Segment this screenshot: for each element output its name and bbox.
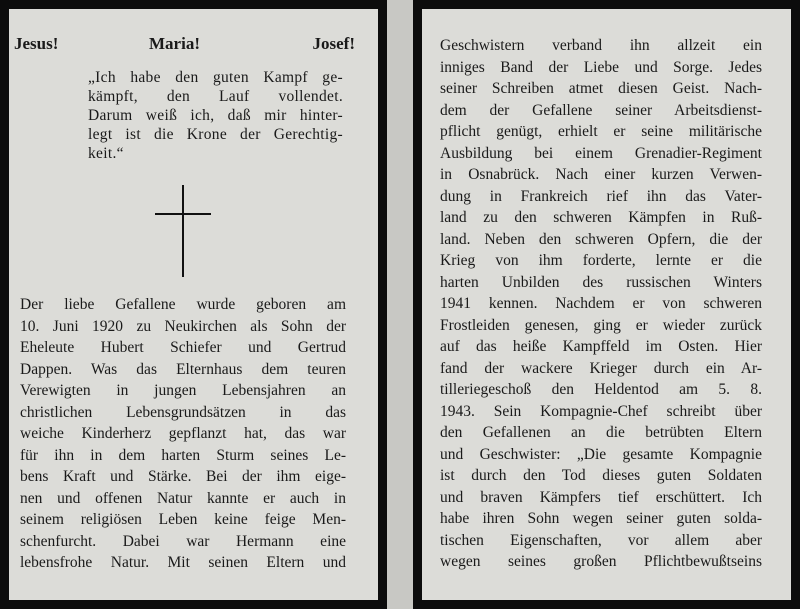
text-line: lebensfrohe Natur. Mit seinen Eltern und <box>20 554 346 571</box>
text-line: 1943. Sein Kompagnie-Chef schreibt über <box>440 402 762 420</box>
text-line: fand der wackere Krieger durch ein Ar- <box>440 359 762 377</box>
header-jesus: Jesus! <box>14 34 59 53</box>
text-line: pflicht genügt, erhielt er seine militärische <box>440 123 762 140</box>
text-line: nen und offenen Natur kannte er auch in <box>20 489 346 507</box>
text-line: und braven Kämpfers tief erschüttert. Ich <box>440 488 762 506</box>
text-line: Eheleute Hubert Schiefer und Gertrud <box>20 339 346 356</box>
text-line: Ausbildung bei einem Grenadier-Regiment <box>440 144 762 162</box>
text-line: dem der Gefallene seiner Arbeitsdienst- <box>440 101 762 119</box>
cross-horizontal-bar <box>155 213 211 215</box>
biography-right-column <box>440 35 762 573</box>
text-line: Frostleiden genesen, ging er wieder zurück <box>440 316 762 334</box>
text-line: tischen Eigenschaften, vor allem aber <box>440 531 762 549</box>
text-line: 10. Juni 1920 zu Neukirchen als Sohn der <box>20 317 346 335</box>
text-line: christlichen Lebensgrundsätzen in das <box>20 403 346 421</box>
text-line: wegen seines großen Pflichtbewußtseins <box>440 553 762 570</box>
text-line: in Osnabrück. Nach einer kurzen Verwen- <box>440 166 762 183</box>
text-line: den Gefallenen an die betrübten Eltern <box>440 424 762 441</box>
text-line: ist durch den Tod dieses guten Soldaten <box>440 467 762 484</box>
text-line: habe ihren Sohn wegen seiner guten solda- <box>440 510 762 527</box>
text-line: schenfurcht. Dabei war Hermann eine <box>20 532 346 550</box>
text-line: 1941 kennen. Nachdem er von schweren <box>440 295 762 312</box>
quote-line: keit.“ <box>88 145 124 162</box>
cross-icon <box>155 185 211 277</box>
header-maria: Maria! <box>149 34 200 53</box>
page-gutter <box>387 0 413 609</box>
text-line: bens Kraft und Stärke. Bei der ihm eige- <box>20 468 346 485</box>
text-line: tilleriegeschoß den Heldentod am 5. 8. <box>440 381 762 398</box>
text-line: land zu den schweren Kämpfen in Ruß- <box>440 209 762 226</box>
text-line: land. Neben den schweren Opfern, die der <box>440 230 762 248</box>
text-line: Der liebe Gefallene wurde geboren am <box>20 296 346 313</box>
text-line: auf das heiße Kampffeld im Osten. Hier <box>440 338 762 355</box>
cross-vertical-bar <box>182 185 184 277</box>
text-line: für ihn in dem harten Sturm seines Le- <box>20 446 346 464</box>
scripture-quote <box>88 68 343 163</box>
quote-line: legt ist die Krone der Gerechtig- <box>88 126 343 143</box>
text-line: Verewigten in jungen Lebensjahren an <box>20 382 346 399</box>
quote-line: kämpft, den Lauf vollendet. <box>88 88 343 105</box>
text-line: seinem religiösen Leben keine feige Men- <box>20 511 346 528</box>
text-line: dung in Frankreich rief ihn das Vater- <box>440 187 762 205</box>
text-line: inniges Band der Liebe und Sorge. Jedes <box>440 58 762 76</box>
biography-left-column <box>20 294 346 574</box>
text-line: Krieg von ihm forderte, lernte er die <box>440 252 762 269</box>
text-line: Dappen. Was das Elternhaus dem teuren <box>20 360 346 378</box>
text-line: seiner Schreiben atmet diesen Geist. Nach- <box>440 80 762 97</box>
text-line: und Geschwister: „Die gesamte Kompagnie <box>440 445 762 463</box>
header-josef: Josef! <box>312 34 355 53</box>
invocation-header <box>14 34 355 58</box>
text-line: weiche Kinderherz gepflanzt hat, das war <box>20 425 346 442</box>
text-line: Geschwistern verband ihn allzeit ein <box>440 37 762 54</box>
text-line: harten Unbilden des russischen Winters <box>440 273 762 291</box>
quote-line: „Ich habe den guten Kampf ge- <box>88 69 343 86</box>
quote-line: Darum weiß ich, daß mir hinter- <box>88 107 343 124</box>
